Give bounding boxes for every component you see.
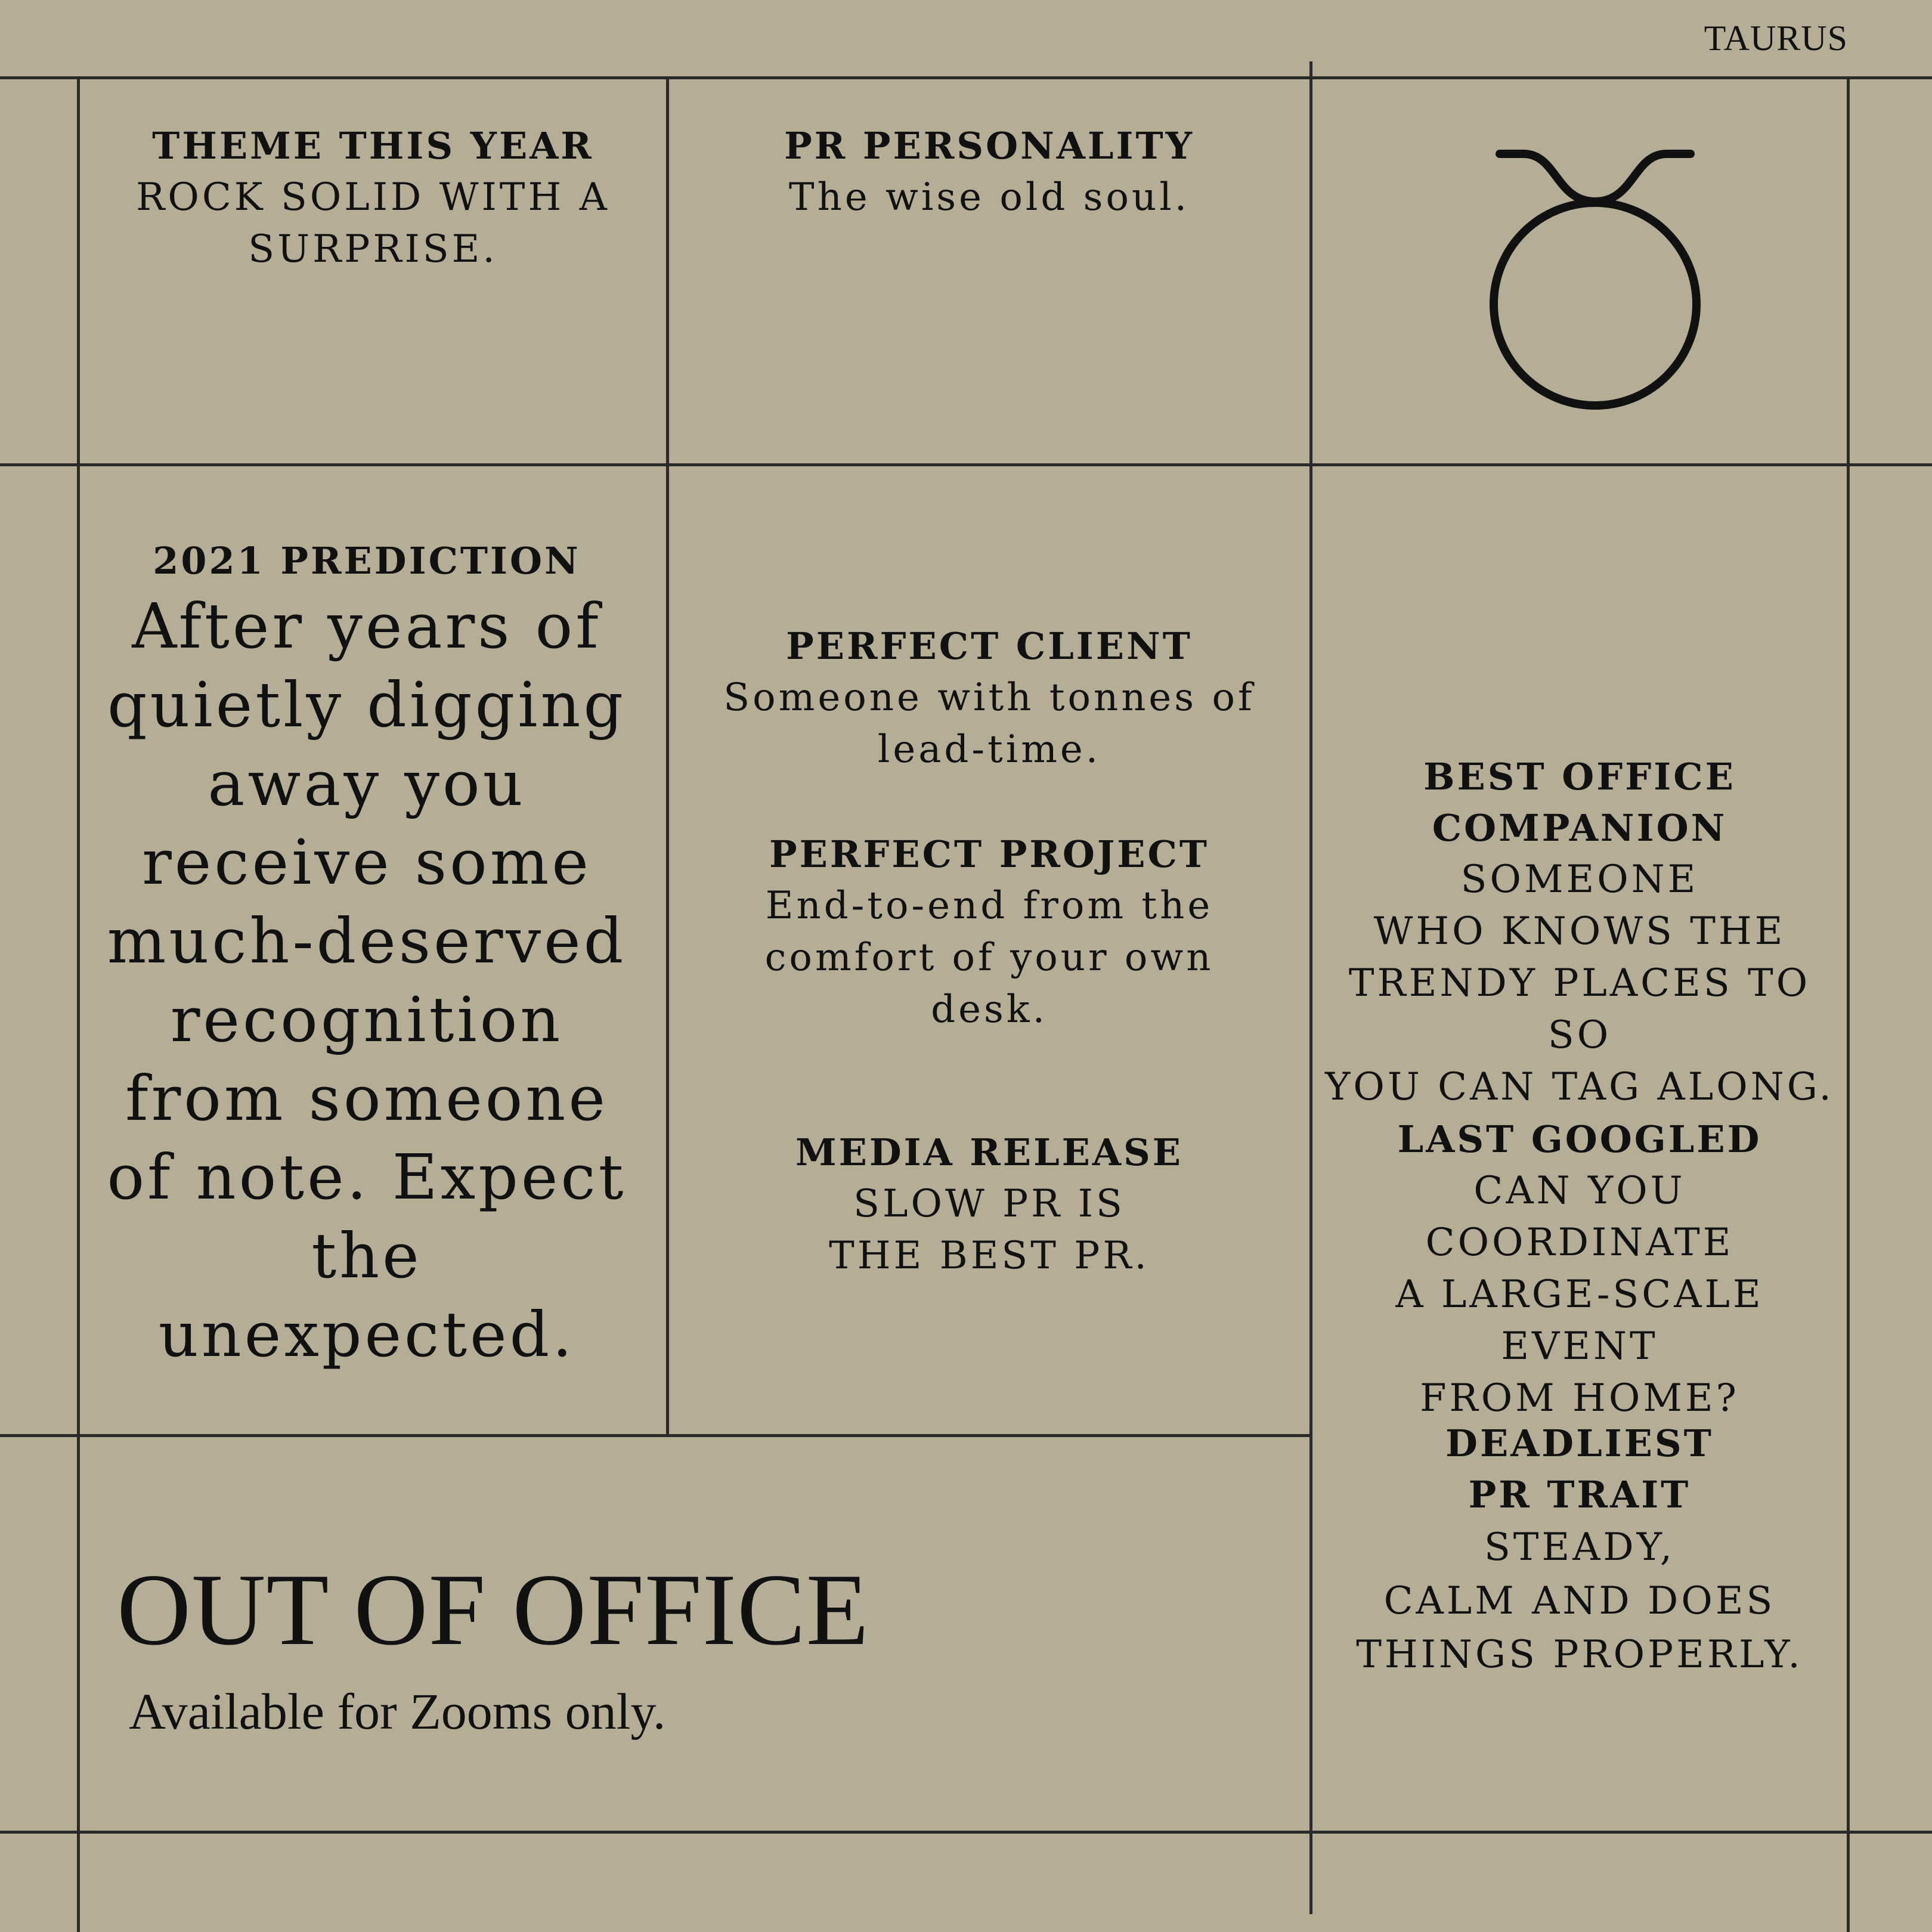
grid-line-bottom — [0, 1831, 1932, 1834]
trait-section — [1312, 1418, 1847, 1682]
grid-line-row2 — [0, 463, 1932, 466]
companion-section — [1312, 751, 1847, 1113]
prediction-text: After years of quietly digging away you receive some much-deserved recognition from someone of note. Expect the unexpected. — [107, 590, 627, 1371]
media-heading: MEDIA RELEASE — [795, 1131, 1184, 1174]
companion-text: SOMEONE WHO KNOWS THE TRENDY PLACES TO SO YOU CAN TAG ALONG. — [1325, 857, 1834, 1109]
grid-line-top — [0, 76, 1932, 79]
media-text: SLOW PR IS THE BEST PR. — [829, 1182, 1150, 1278]
googled-heading: LAST GOOGLED — [1397, 1117, 1762, 1161]
grid-line-col4 — [1847, 76, 1850, 1932]
theme-heading: THEME THIS YEAR — [152, 124, 594, 168]
trait-text: STEADY, CALM AND DOES THINGS PROPERLY. — [1356, 1525, 1803, 1677]
grid-line-row3 — [0, 1434, 1312, 1437]
project-section — [669, 829, 1309, 1036]
sign-label: TAURUS — [1704, 18, 1848, 58]
project-heading: PERFECT PROJECT — [769, 832, 1209, 876]
out-of-office-subtitle: Available for Zooms only. — [129, 1683, 666, 1740]
trait-heading: DEADLIEST PR TRAIT — [1445, 1422, 1714, 1516]
media-section — [669, 1127, 1309, 1282]
personality-heading: PR PERSONALITY — [784, 124, 1194, 168]
client-text: Someone with tonnes of lead-time. — [723, 676, 1255, 772]
theme-text: ROCK SOLID WITH A SURPRISE. — [136, 175, 610, 271]
project-text: End-to-end from the comfort of your own desk. — [764, 884, 1214, 1032]
client-section — [669, 621, 1309, 776]
personality-section — [669, 120, 1309, 224]
companion-heading: BEST OFFICE COMPANION — [1423, 755, 1736, 850]
googled-section — [1312, 1114, 1847, 1425]
client-heading: PERFECT CLIENT — [786, 624, 1193, 668]
taurus-symbol-icon — [1467, 137, 1723, 420]
prediction-heading: 2021 PREDICTION — [153, 539, 581, 583]
theme-section — [80, 120, 666, 275]
personality-text: The wise old soul. — [788, 175, 1190, 219]
out-of-office-title: OUT OF OFFICE — [117, 1553, 869, 1667]
googled-text: CAN YOU COORDINATE A LARGE-SCALE EVENT FROM HOME? — [1395, 1169, 1764, 1420]
prediction-section — [104, 535, 629, 1374]
grid-line-col1 — [77, 76, 80, 1932]
